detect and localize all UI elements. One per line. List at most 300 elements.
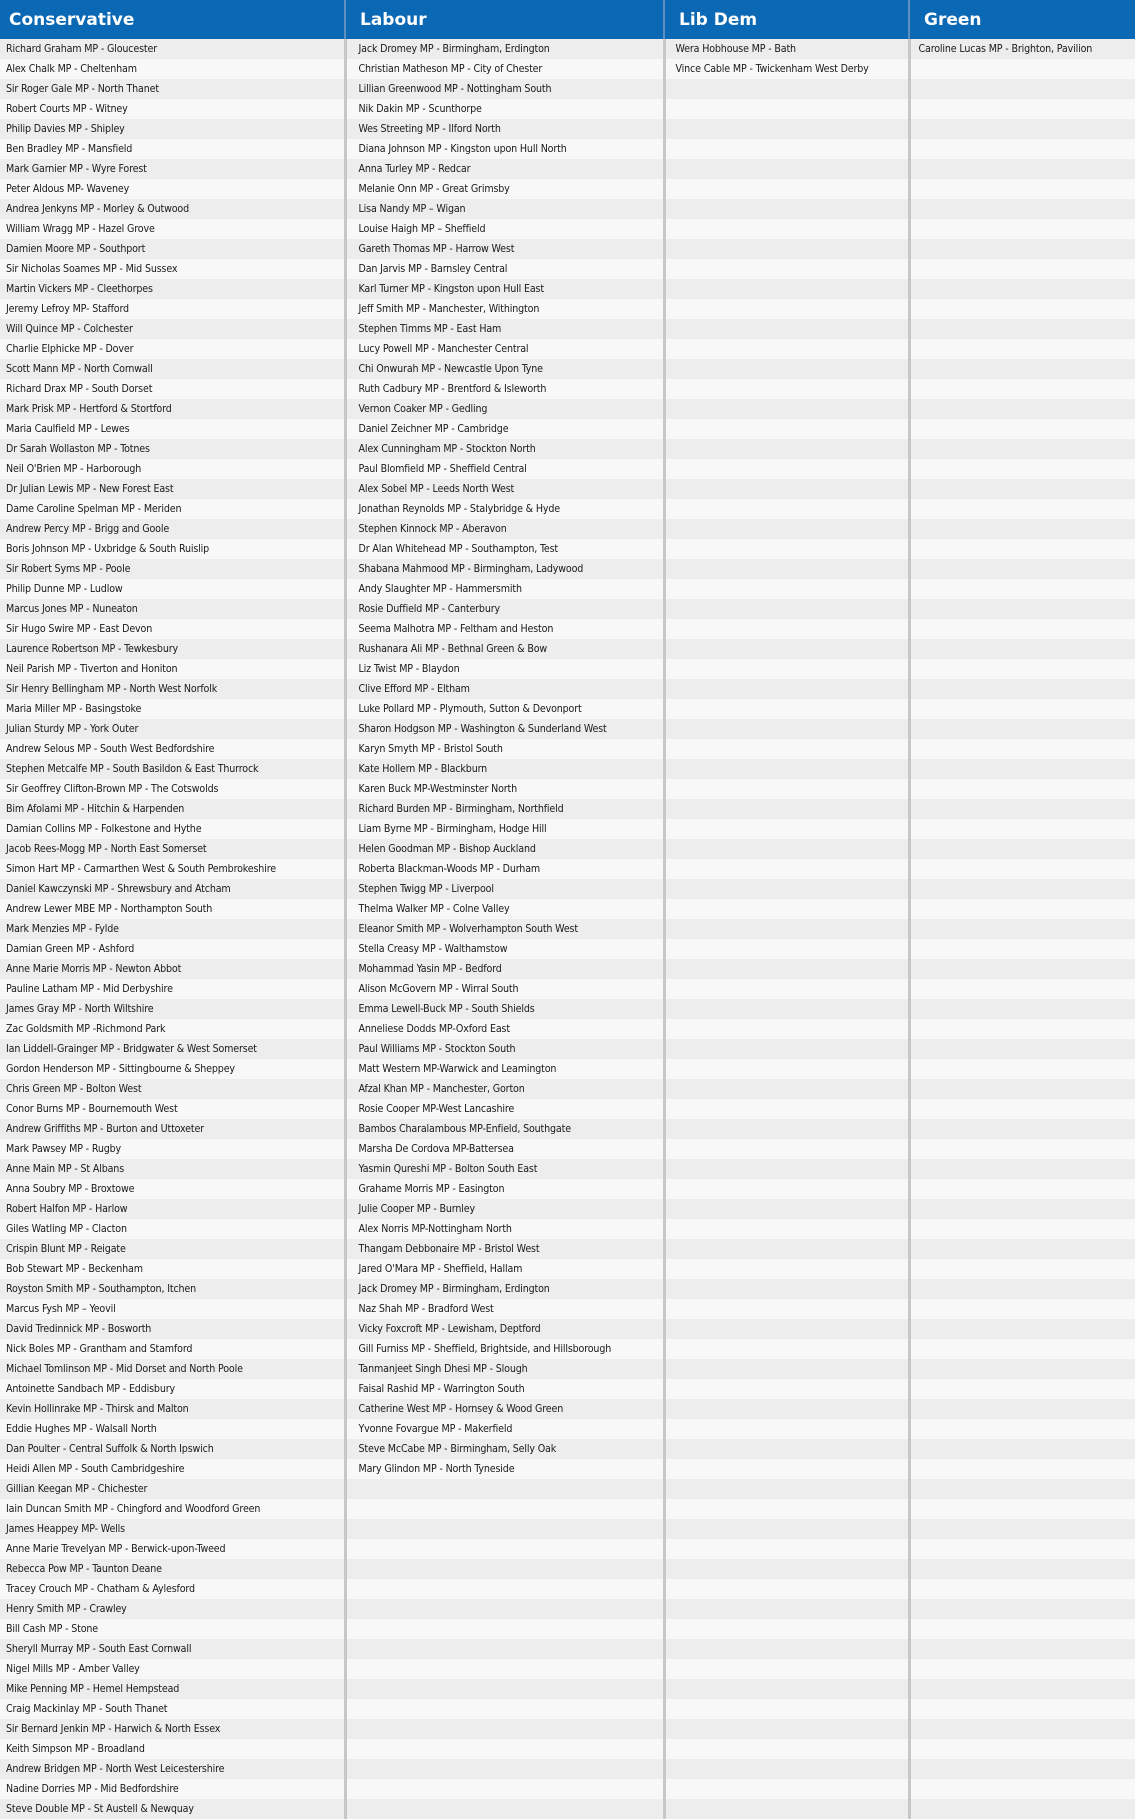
green-cell: [909, 1619, 1135, 1639]
green-cell: [909, 119, 1135, 139]
labour-cell: Vernon Coaker MP - Gedling: [345, 399, 664, 419]
table-row: [0, 939, 1135, 959]
green-cell: [909, 279, 1135, 299]
green-cell: [909, 1119, 1135, 1139]
conservative-cell: Chris Green MP - Bolton West: [0, 1079, 345, 1099]
lib-dem-cell: [664, 539, 909, 559]
conservative-cell: James Gray MP - North Wiltshire: [0, 999, 345, 1019]
table-row: [0, 579, 1135, 599]
conservative-cell: Neil Parish MP - Tiverton and Honiton: [0, 659, 345, 679]
labour-cell: Helen Goodman MP - Bishop Auckland: [345, 839, 664, 859]
labour-cell: Lisa Nandy MP – Wigan: [345, 199, 664, 219]
conservative-cell: Mark Prisk MP - Hertford & Stortford: [0, 399, 345, 419]
table-row: [0, 819, 1135, 839]
green-cell: [909, 79, 1135, 99]
conservative-cell: Alex Chalk MP - Cheltenham: [0, 59, 345, 79]
green-cell: [909, 1739, 1135, 1759]
table-row: [0, 159, 1135, 179]
lib-dem-cell: [664, 779, 909, 799]
labour-cell: [345, 1579, 664, 1599]
lib-dem-cell: [664, 599, 909, 619]
table-row: [0, 1139, 1135, 1159]
green-cell: [909, 479, 1135, 499]
green-cell: [909, 1399, 1135, 1419]
green-cell: [909, 999, 1135, 1019]
table-row: [0, 1559, 1135, 1579]
labour-cell: [345, 1739, 664, 1759]
lib-dem-cell: [664, 319, 909, 339]
conservative-cell: Giles Watling MP - Clacton: [0, 1219, 345, 1239]
labour-cell: Chi Onwurah MP - Newcastle Upon Tyne: [345, 359, 664, 379]
table-row: [0, 1719, 1135, 1739]
lib-dem-cell: [664, 1779, 909, 1799]
table-row: [0, 919, 1135, 939]
table-row: [0, 1179, 1135, 1199]
labour-cell: [345, 1499, 664, 1519]
labour-cell: Wes Streeting MP - Ilford North: [345, 119, 664, 139]
table-row: [0, 259, 1135, 279]
lib-dem-cell: [664, 1259, 909, 1279]
conservative-cell: Ben Bradley MP - Mansfield: [0, 139, 345, 159]
table-row: [0, 539, 1135, 559]
table-row: [0, 319, 1135, 339]
labour-cell: Luke Pollard MP - Plymouth, Sutton & Devonport: [345, 699, 664, 719]
lib-dem-cell: [664, 579, 909, 599]
header-row: [0, 0, 1135, 39]
green-cell: [909, 1799, 1135, 1819]
lib-dem-cell: [664, 1239, 909, 1259]
labour-cell: Liz Twist MP - Blaydon: [345, 659, 664, 679]
conservative-cell: Laurence Robertson MP - Tewkesbury: [0, 639, 345, 659]
table-row: [0, 1699, 1135, 1719]
labour-cell: Seema Malhotra MP - Feltham and Heston: [345, 619, 664, 639]
conservative-cell: Mark Pawsey MP - Rugby: [0, 1139, 345, 1159]
table-row: [0, 1639, 1135, 1659]
labour-cell: Dan Jarvis MP - Barnsley Central: [345, 259, 664, 279]
conservative-cell: Heidi Allen MP - South Cambridgeshire: [0, 1459, 345, 1479]
table-row: [0, 1079, 1135, 1099]
lib-dem-cell: [664, 1739, 909, 1759]
conservative-cell: Henry Smith MP - Crawley: [0, 1599, 345, 1619]
table-row: [0, 459, 1135, 479]
labour-cell: [345, 1619, 664, 1639]
conservative-cell: Maria Caulfield MP - Lewes: [0, 419, 345, 439]
conservative-cell: Maria Miller MP - Basingstoke: [0, 699, 345, 719]
lib-dem-cell: [664, 1099, 909, 1119]
conservative-cell: Eddie Hughes MP - Walsall North: [0, 1419, 345, 1439]
conservative-cell: Daniel Kawczynski MP - Shrewsbury and Atcham: [0, 879, 345, 899]
conservative-cell: Pauline Latham MP - Mid Derbyshire: [0, 979, 345, 999]
green-cell: [909, 1639, 1135, 1659]
labour-cell: Bambos Charalambous MP-Enfield, Southgate: [345, 1119, 664, 1139]
conservative-cell: Bob Stewart MP - Beckenham: [0, 1259, 345, 1279]
green-cell: [909, 819, 1135, 839]
green-cell: [909, 1199, 1135, 1219]
table-row: [0, 859, 1135, 879]
lib-dem-cell: [664, 1339, 909, 1359]
table-row: [0, 1799, 1135, 1819]
green-cell: [909, 599, 1135, 619]
conservative-cell: Sir Roger Gale MP - North Thanet: [0, 79, 345, 99]
labour-cell: Afzal Khan MP - Manchester, Gorton: [345, 1079, 664, 1099]
green-cell: [909, 1459, 1135, 1479]
lib-dem-cell: [664, 239, 909, 259]
labour-cell: Gareth Thomas MP - Harrow West: [345, 239, 664, 259]
lib-dem-cell: [664, 199, 909, 219]
table-row: [0, 279, 1135, 299]
lib-dem-cell: [664, 1479, 909, 1499]
table-row: [0, 719, 1135, 739]
labour-cell: Jack Dromey MP - Birmingham, Erdington: [345, 1279, 664, 1299]
labour-cell: Stephen Timms MP - East Ham: [345, 319, 664, 339]
lib-dem-cell: [664, 859, 909, 879]
green-cell: [909, 1359, 1135, 1379]
table-row: [0, 1499, 1135, 1519]
labour-cell: Rushanara Ali MP - Bethnal Green & Bow: [345, 639, 664, 659]
green-cell: [909, 1139, 1135, 1159]
green-cell: [909, 359, 1135, 379]
conservative-cell: Richard Graham MP - Gloucester: [0, 39, 345, 59]
labour-cell: Mary Glindon MP - North Tyneside: [345, 1459, 664, 1479]
table-row: [0, 119, 1135, 139]
lib-dem-cell: [664, 1179, 909, 1199]
lib-dem-cell: [664, 879, 909, 899]
lib-dem-cell: [664, 1299, 909, 1319]
table-row: [0, 1739, 1135, 1759]
lib-dem-cell: [664, 699, 909, 719]
labour-cell: Eleanor Smith MP - Wolverhampton South West: [345, 919, 664, 939]
labour-cell: Stella Creasy MP - Walthamstow: [345, 939, 664, 959]
labour-cell: Gill Furniss MP - Sheffield, Brightside, and Hillsborough: [345, 1339, 664, 1359]
table-row: [0, 1319, 1135, 1339]
labour-cell: Andy Slaughter MP - Hammersmith: [345, 579, 664, 599]
green-cell: [909, 159, 1135, 179]
green-cell: [909, 59, 1135, 79]
conservative-cell: Anne Marie Morris MP - Newton Abbot: [0, 959, 345, 979]
green-cell: [909, 1779, 1135, 1799]
green-cell: [909, 779, 1135, 799]
green-cell: [909, 1259, 1135, 1279]
labour-cell: Nik Dakin MP - Scunthorpe: [345, 99, 664, 119]
table-row: [0, 1199, 1135, 1219]
green-cell: [909, 1659, 1135, 1679]
green-cell: [909, 699, 1135, 719]
table-row: [0, 379, 1135, 399]
lib-dem-cell: [664, 659, 909, 679]
conservative-cell: Gordon Henderson MP - Sittingbourne & Sheppey: [0, 1059, 345, 1079]
labour-cell: Matt Western MP-Warwick and Leamington: [345, 1059, 664, 1079]
labour-cell: Christian Matheson MP - City of Chester: [345, 59, 664, 79]
table-row: [0, 339, 1135, 359]
table-row: [0, 199, 1135, 219]
conservative-cell: Martin Vickers MP - Cleethorpes: [0, 279, 345, 299]
lib-dem-cell: [664, 1399, 909, 1419]
lib-dem-cell: [664, 1699, 909, 1719]
conservative-cell: Marcus Jones MP - Nuneaton: [0, 599, 345, 619]
conservative-cell: Nigel Mills MP - Amber Valley: [0, 1659, 345, 1679]
lib-dem-cell: [664, 519, 909, 539]
column-header-conservative: Conservative: [0, 0, 345, 39]
lib-dem-cell: [664, 459, 909, 479]
green-cell: [909, 619, 1135, 639]
labour-cell: Stephen Twigg MP - Liverpool: [345, 879, 664, 899]
conservative-cell: Tracey Crouch MP - Chatham & Aylesford: [0, 1579, 345, 1599]
green-cell: [909, 1299, 1135, 1319]
lib-dem-cell: [664, 259, 909, 279]
table-row: [0, 1419, 1135, 1439]
column-header-green: Green: [909, 0, 1135, 39]
conservative-cell: Andrea Jenkyns MP - Morley & Outwood: [0, 199, 345, 219]
lib-dem-cell: [664, 1419, 909, 1439]
table-row: [0, 1679, 1135, 1699]
labour-cell: Karyn Smyth MP - Bristol South: [345, 739, 664, 759]
lib-dem-cell: [664, 1579, 909, 1599]
green-cell: [909, 299, 1135, 319]
conservative-cell: Stephen Metcalfe MP - South Basildon & East Thurrock: [0, 759, 345, 779]
labour-cell: Anna Turley MP - Redcar: [345, 159, 664, 179]
lib-dem-cell: [664, 119, 909, 139]
conservative-cell: Keith Simpson MP - Broadland: [0, 1739, 345, 1759]
lib-dem-cell: [664, 1799, 909, 1819]
conservative-cell: Damian Collins MP - Folkestone and Hythe: [0, 819, 345, 839]
table-row: [0, 1399, 1135, 1419]
conservative-cell: Boris Johnson MP - Uxbridge & South Ruislip: [0, 539, 345, 559]
lib-dem-cell: [664, 139, 909, 159]
lib-dem-cell: [664, 339, 909, 359]
labour-cell: Yasmin Qureshi MP - Bolton South East: [345, 1159, 664, 1179]
conservative-cell: Sir Hugo Swire MP - East Devon: [0, 619, 345, 639]
conservative-cell: Damien Moore MP - Southport: [0, 239, 345, 259]
lib-dem-cell: [664, 759, 909, 779]
lib-dem-cell: [664, 1619, 909, 1639]
table-row: [0, 79, 1135, 99]
green-cell: [909, 1479, 1135, 1499]
green-cell: [909, 199, 1135, 219]
conservative-cell: Nick Boles MP - Grantham and Stamford: [0, 1339, 345, 1359]
labour-cell: [345, 1779, 664, 1799]
labour-cell: Grahame Morris MP - Easington: [345, 1179, 664, 1199]
labour-cell: Thelma Walker MP - Colne Valley: [345, 899, 664, 919]
green-cell: [909, 1599, 1135, 1619]
labour-cell: Liam Byrne MP - Birmingham, Hodge Hill: [345, 819, 664, 839]
lib-dem-cell: [664, 1659, 909, 1679]
table-row: [0, 1659, 1135, 1679]
lib-dem-cell: [664, 679, 909, 699]
green-cell: [909, 1339, 1135, 1359]
labour-cell: [345, 1719, 664, 1739]
labour-cell: Kate Hollern MP - Blackburn: [345, 759, 664, 779]
green-cell: [909, 719, 1135, 739]
labour-cell: [345, 1539, 664, 1559]
lib-dem-cell: [664, 999, 909, 1019]
conservative-cell: Sir Geoffrey Clifton-Brown MP - The Cotswolds: [0, 779, 345, 799]
green-cell: [909, 399, 1135, 419]
labour-cell: [345, 1679, 664, 1699]
table-row: [0, 1359, 1135, 1379]
labour-cell: Alex Sobel MP - Leeds North West: [345, 479, 664, 499]
labour-cell: Melanie Onn MP - Great Grimsby: [345, 179, 664, 199]
labour-cell: Jared O'Mara MP - Sheffield, Hallam: [345, 1259, 664, 1279]
conservative-cell: Philip Davies MP - Shipley: [0, 119, 345, 139]
table-row: [0, 879, 1135, 899]
conservative-cell: Dr Sarah Wollaston MP - Totnes: [0, 439, 345, 459]
conservative-cell: Andrew Selous MP - South West Bedfordshire: [0, 739, 345, 759]
labour-cell: Clive Efford MP - Eltham: [345, 679, 664, 699]
table-row: [0, 1019, 1135, 1039]
lib-dem-cell: [664, 439, 909, 459]
table-row: [0, 619, 1135, 639]
conservative-cell: Simon Hart MP - Carmarthen West & South Pembrokeshire: [0, 859, 345, 879]
green-cell: [909, 499, 1135, 519]
lib-dem-cell: [664, 899, 909, 919]
table-row: [0, 679, 1135, 699]
table-row: [0, 1519, 1135, 1539]
table-row: [0, 1039, 1135, 1059]
labour-cell: Shabana Mahmood MP - Birmingham, Ladywood: [345, 559, 664, 579]
lib-dem-cell: [664, 919, 909, 939]
lib-dem-cell: [664, 1279, 909, 1299]
labour-cell: Lucy Powell MP - Manchester Central: [345, 339, 664, 359]
lib-dem-cell: [664, 839, 909, 859]
conservative-cell: Kevin Hollinrake MP - Thirsk and Malton: [0, 1399, 345, 1419]
labour-cell: Alex Norris MP-Nottingham North: [345, 1219, 664, 1239]
conservative-cell: Will Quince MP - Colchester: [0, 319, 345, 339]
labour-cell: Paul Blomfield MP - Sheffield Central: [345, 459, 664, 479]
green-cell: [909, 339, 1135, 359]
labour-cell: Dr Alan Whitehead MP - Southampton, Test: [345, 539, 664, 559]
conservative-cell: David Tredinnick MP - Bosworth: [0, 1319, 345, 1339]
table-row: [0, 419, 1135, 439]
lib-dem-cell: [664, 419, 909, 439]
lib-dem-cell: [664, 299, 909, 319]
column-header-labour: Labour: [345, 0, 664, 39]
lib-dem-cell: [664, 1199, 909, 1219]
green-cell: [909, 1159, 1135, 1179]
lib-dem-cell: [664, 1039, 909, 1059]
table-row: [0, 139, 1135, 159]
conservative-cell: Marcus Fysh MP – Yeovil: [0, 1299, 345, 1319]
green-cell: [909, 1219, 1135, 1239]
conservative-cell: Anna Soubry MP - Broxtowe: [0, 1179, 345, 1199]
green-cell: [909, 1519, 1135, 1539]
table-row: [0, 659, 1135, 679]
green-cell: [909, 439, 1135, 459]
lib-dem-cell: [664, 1639, 909, 1659]
labour-cell: Naz Shah MP - Bradford West: [345, 1299, 664, 1319]
table-row: [0, 179, 1135, 199]
conservative-cell: Iain Duncan Smith MP - Chingford and Woodford Green: [0, 1499, 345, 1519]
green-cell: [909, 1719, 1135, 1739]
lib-dem-cell: [664, 1379, 909, 1399]
conservative-cell: Andrew Percy MP - Brigg and Goole: [0, 519, 345, 539]
labour-cell: Tanmanjeet Singh Dhesi MP - Slough: [345, 1359, 664, 1379]
green-cell: [909, 1699, 1135, 1719]
labour-cell: Diana Johnson MP - Kingston upon Hull North: [345, 139, 664, 159]
column-header-lib-dem: Lib Dem: [664, 0, 909, 39]
conservative-cell: Steve Double MP - St Austell & Newquay: [0, 1799, 345, 1819]
table-row: [0, 1239, 1135, 1259]
lib-dem-cell: [664, 1439, 909, 1459]
green-cell: [909, 1039, 1135, 1059]
conservative-cell: Andrew Lewer MBE MP - Northampton South: [0, 899, 345, 919]
conservative-cell: Mark Menzies MP - Fylde: [0, 919, 345, 939]
green-cell: [909, 519, 1135, 539]
conservative-cell: Dr Julian Lewis MP - New Forest East: [0, 479, 345, 499]
labour-cell: Jack Dromey MP - Birmingham, Erdington: [345, 39, 664, 59]
conservative-cell: Antoinette Sandbach MP - Eddisbury: [0, 1379, 345, 1399]
conservative-cell: Robert Halfon MP - Harlow: [0, 1199, 345, 1219]
green-cell: [909, 919, 1135, 939]
conservative-cell: Mark Garnier MP - Wyre Forest: [0, 159, 345, 179]
table-header: [0, 0, 1135, 39]
labour-cell: Karen Buck MP-Westminster North: [345, 779, 664, 799]
table-row: [0, 1219, 1135, 1239]
labour-cell: Alison McGovern MP - Wirral South: [345, 979, 664, 999]
conservative-cell: Neil O'Brien MP - Harborough: [0, 459, 345, 479]
table-row: [0, 759, 1135, 779]
table-row: [0, 1339, 1135, 1359]
green-cell: [909, 839, 1135, 859]
conservative-cell: Richard Drax MP - South Dorset: [0, 379, 345, 399]
table-row: [0, 399, 1135, 419]
labour-cell: Stephen Kinnock MP - Aberavon: [345, 519, 664, 539]
lib-dem-cell: [664, 1359, 909, 1379]
lib-dem-cell: [664, 1079, 909, 1099]
table-row: [0, 839, 1135, 859]
labour-cell: [345, 1639, 664, 1659]
labour-cell: [345, 1479, 664, 1499]
lib-dem-cell: [664, 1539, 909, 1559]
green-cell: [909, 1239, 1135, 1259]
table-row: [0, 39, 1135, 59]
lib-dem-cell: [664, 479, 909, 499]
lib-dem-cell: [664, 739, 909, 759]
green-cell: [909, 1439, 1135, 1459]
table-row: [0, 1579, 1135, 1599]
green-cell: [909, 799, 1135, 819]
table-row: [0, 1099, 1135, 1119]
table-row: [0, 219, 1135, 239]
labour-cell: Jeff Smith MP - Manchester, Withington: [345, 299, 664, 319]
labour-cell: Rosie Duffield MP - Canterbury: [345, 599, 664, 619]
table-row: [0, 99, 1135, 119]
conservative-cell: Sir Henry Bellingham MP - North West Norfolk: [0, 679, 345, 699]
green-cell: Caroline Lucas MP - Brighton, Pavilion: [909, 39, 1135, 59]
table-row: [0, 1599, 1135, 1619]
green-cell: [909, 739, 1135, 759]
table-row: [0, 899, 1135, 919]
table-row: [0, 599, 1135, 619]
lib-dem-cell: [664, 1719, 909, 1739]
lib-dem-cell: [664, 1519, 909, 1539]
lib-dem-cell: [664, 79, 909, 99]
conservative-cell: Rebecca Pow MP - Taunton Deane: [0, 1559, 345, 1579]
conservative-cell: William Wragg MP - Hazel Grove: [0, 219, 345, 239]
lib-dem-cell: [664, 1119, 909, 1139]
table-row: [0, 1379, 1135, 1399]
lib-dem-cell: [664, 1599, 909, 1619]
lib-dem-cell: [664, 719, 909, 739]
green-cell: [909, 899, 1135, 919]
labour-cell: [345, 1519, 664, 1539]
labour-cell: Marsha De Cordova MP-Battersea: [345, 1139, 664, 1159]
conservative-cell: Bim Afolami MP - Hitchin & Harpenden: [0, 799, 345, 819]
lib-dem-cell: [664, 1219, 909, 1239]
table-row: [0, 59, 1135, 79]
table-row: [0, 1279, 1135, 1299]
green-cell: [909, 1759, 1135, 1779]
lib-dem-cell: [664, 279, 909, 299]
